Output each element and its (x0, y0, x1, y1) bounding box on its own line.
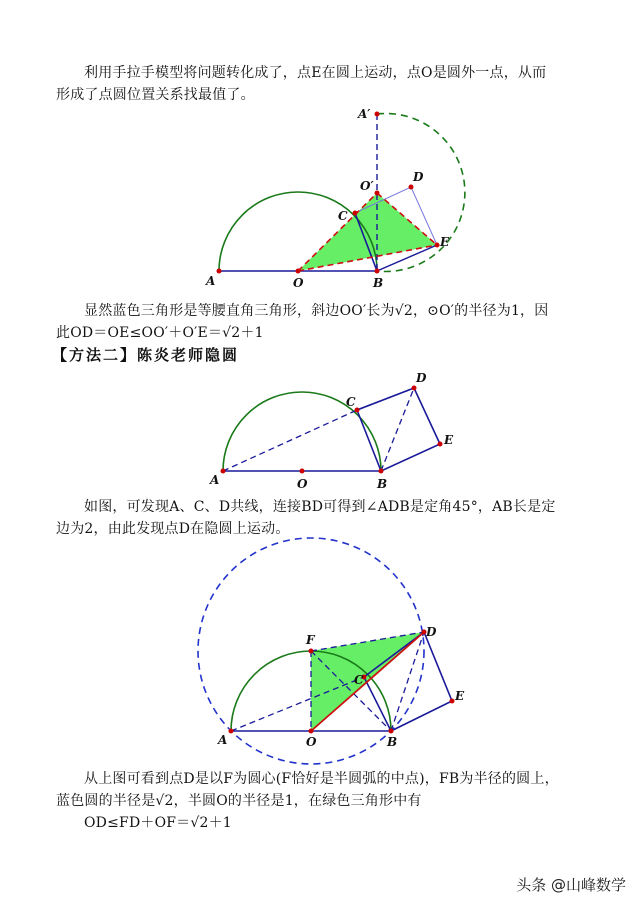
figure-3-point-A (229, 729, 234, 734)
figure-2-semicircle-arc (223, 392, 381, 471)
paragraph-4-line-3: OD≤FD＋OF＝√2＋1 (84, 815, 232, 831)
figure-3-label-E: E (455, 689, 465, 703)
figure-3-label-D: D (426, 625, 437, 639)
figure-2-label-D: D (416, 371, 427, 385)
figure-1-label-A-prime: A′ (358, 107, 371, 121)
paragraph-2-line-1: 显然蓝色三角形是等腰直角三角形，斜边OO′长为√2，⊙O′的半径为1，因 (84, 303, 549, 319)
figure-1-label-C: C (338, 209, 348, 223)
figure-1-point-C (353, 211, 358, 216)
figure-2-label-E: E (444, 433, 454, 447)
figure-3-dashed-AC (231, 677, 364, 731)
paragraph-4-line-2: 蓝色圆的半径是√2，半圆O的半径是1，在绿色三角形中有 (56, 793, 422, 809)
figure-2-label-B: B (377, 477, 388, 491)
figure-2-label-A: A (210, 473, 220, 487)
figure-3-point-B (389, 729, 394, 734)
figure-3-label-O: O (306, 735, 317, 749)
figure-1-point-E (435, 243, 440, 248)
figure-1-point-B (375, 269, 380, 274)
paragraph-1-line-1: 利用手拉手模型将问题转化成了，点E在圆上运动，点O是圆外一点，从而 (84, 65, 547, 81)
paragraph-3-line-1: 如图，可发现A、C、D共线，连接BD可得到∠ADB是定角45°，AB长是定 (84, 499, 556, 515)
figure-3-point-O (309, 729, 314, 734)
figure-3-label-B: B (387, 735, 398, 749)
figure-2-label-C: C (346, 395, 356, 409)
paragraph-4-line-1: 从上图可看到点D是以F为圆心(F恰好是半圆弧的中点)，FB为半径的圆上， (84, 771, 559, 787)
figure-1-point-O-prime (375, 191, 380, 196)
figure-2-point-D (412, 386, 417, 391)
figure-3-label-F: F (306, 633, 315, 647)
figure-3 (198, 538, 465, 764)
figure-1-point-D (409, 185, 414, 190)
figure-1-label-A: A (206, 274, 216, 288)
figure-1-label-B: B (373, 276, 384, 290)
paragraph-1-line-2: 形成了点圆位置关系找最值了。 (56, 87, 255, 103)
figure-1 (205, 107, 465, 290)
figure-2-point-O (300, 469, 305, 474)
figure-2-point-E (438, 442, 443, 447)
figure-1-label-E: E (440, 235, 450, 249)
section-heading-method-2: 【方法二】陈炎老师隐圆 (52, 346, 240, 364)
figure-3-label-C: C (354, 673, 364, 687)
figure-1-point-A (217, 269, 222, 274)
figure-3-point-E (450, 699, 455, 704)
figure-1-label-D: D (413, 170, 424, 184)
figure-1-point-A-prime (375, 112, 380, 117)
figure-2-point-A (221, 469, 226, 474)
figure-1-label-O: O (293, 276, 304, 290)
watermark: 头条 @山峰数学 (516, 876, 626, 894)
figure-3-point-F (309, 649, 314, 654)
paragraph-2-line-2: 此OD＝OE≤OO′＋O′E＝√2＋1 (56, 325, 264, 341)
figure-1-label-O-prime: O′ (360, 179, 374, 193)
figure-2-point-B (379, 469, 384, 474)
figure-2 (209, 371, 454, 491)
figure-3-label-A: A (218, 733, 228, 747)
paragraph-3-line-2: 边为2，由此发现点D在隐圆上运动。 (56, 521, 290, 537)
figure-2-label-O: O (297, 477, 308, 491)
figure-1-point-O (296, 269, 301, 274)
